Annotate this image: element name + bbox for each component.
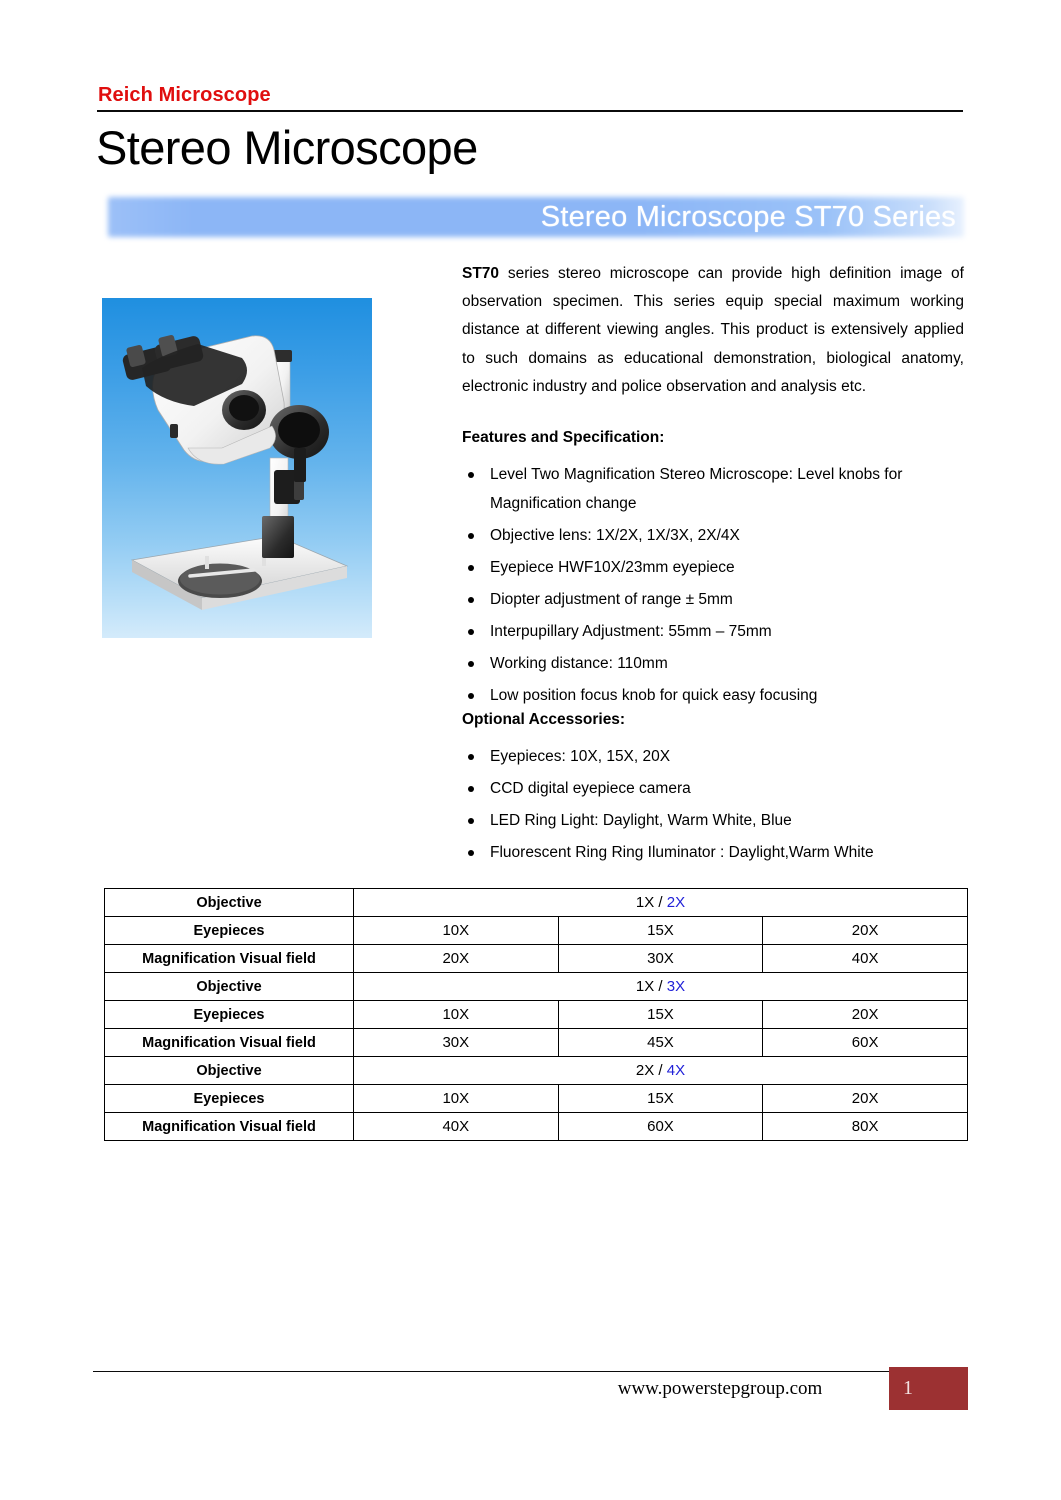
list-item: LED Ring Light: Daylight, Warm White, Blue	[462, 807, 966, 836]
row-label-magnification: Magnification Visual field	[105, 1113, 354, 1141]
objective-value	[354, 1057, 968, 1085]
objective-first: 2X /	[635, 1062, 667, 1079]
table-cell: 20X	[763, 1001, 968, 1029]
list-item: Interpupillary Adjustment: 55mm – 75mm	[462, 618, 966, 647]
table-row	[105, 1113, 968, 1141]
footer-divider	[93, 1371, 889, 1372]
table-cell: 10X	[354, 1085, 559, 1113]
table-cell: 40X	[763, 945, 968, 973]
row-label-eyepieces: Eyepieces	[105, 1001, 354, 1029]
list-item: Eyepieces: 10X, 15X, 20X	[462, 743, 966, 772]
brand-name: Reich Microscope	[98, 84, 271, 106]
table-row	[105, 945, 968, 973]
table-cell: 10X	[354, 917, 559, 945]
product-image	[102, 298, 372, 638]
row-label-objective: Objective	[105, 1057, 354, 1085]
table-cell: 15X	[558, 1085, 763, 1113]
table-cell: 20X	[763, 1085, 968, 1113]
table-row	[105, 1085, 968, 1113]
page-number: 1	[903, 1377, 913, 1399]
objective-second: 3X	[666, 978, 686, 995]
table-cell: 30X	[354, 1029, 559, 1057]
row-label-objective: Objective	[105, 889, 354, 917]
page-title: Stereo Microscope	[96, 121, 478, 174]
objective-value	[354, 973, 968, 1001]
objective-first: 1X /	[635, 978, 667, 995]
table-cell: 10X	[354, 1001, 559, 1029]
table-row	[105, 917, 968, 945]
list-item: Diopter adjustment of range ± 5mm	[462, 586, 966, 615]
objective-first: 1X /	[635, 894, 667, 911]
table-cell: 30X	[558, 945, 763, 973]
specification-table	[104, 888, 968, 1141]
page-number-badge	[889, 1367, 968, 1410]
table-row	[105, 889, 968, 917]
row-label-magnification: Magnification Visual field	[105, 945, 354, 973]
footer-website[interactable]: www.powerstepgroup.com	[617, 1378, 823, 1399]
table-cell: 15X	[558, 917, 763, 945]
list-item: Low position focus knob for quick easy focusing	[462, 682, 966, 711]
table-cell: 60X	[558, 1113, 763, 1141]
optional-accessories-heading: Optional Accessories:	[462, 711, 626, 728]
header-divider	[97, 110, 963, 112]
table-cell: 15X	[558, 1001, 763, 1029]
list-item: Objective lens: 1X/2X, 1X/3X, 2X/4X	[462, 522, 966, 551]
banner-title: Stereo Microscope ST70 Series	[540, 201, 956, 233]
table-row	[105, 1057, 968, 1085]
row-label-eyepieces: Eyepieces	[105, 1085, 354, 1113]
list-item: CCD digital eyepiece camera	[462, 775, 966, 804]
intro-model-name: ST70	[462, 265, 500, 282]
table-row	[105, 1001, 968, 1029]
intro-paragraph	[462, 260, 964, 401]
series-banner	[104, 194, 968, 240]
row-label-objective: Objective	[105, 973, 354, 1001]
optional-accessories-list	[462, 743, 966, 871]
microscope-illustration	[102, 298, 372, 638]
row-label-magnification: Magnification Visual field	[105, 1029, 354, 1057]
row-label-eyepieces: Eyepieces	[105, 917, 354, 945]
table-row	[105, 973, 968, 1001]
table-cell: 40X	[354, 1113, 559, 1141]
table-cell: 20X	[354, 945, 559, 973]
table-row	[105, 1029, 968, 1057]
list-item: Eyepiece HWF10X/23mm eyepiece	[462, 554, 966, 583]
features-heading: Features and Specification:	[462, 429, 665, 446]
objective-second: 4X	[666, 1062, 686, 1079]
list-item: Fluorescent Ring Ring Iluminator : Daylight,Warm White	[462, 839, 966, 868]
table-cell: 20X	[763, 917, 968, 945]
features-list	[462, 461, 966, 714]
list-item: Level Two Magnification Stereo Microscope: Level knobs for Magnification change	[462, 461, 966, 518]
list-item: Working distance: 110mm	[462, 650, 966, 679]
objective-value	[354, 889, 968, 917]
table-cell: 60X	[763, 1029, 968, 1057]
table-cell: 80X	[763, 1113, 968, 1141]
objective-second: 2X	[666, 894, 686, 911]
table-cell: 45X	[558, 1029, 763, 1057]
intro-body: series stereo microscope can provide high definition image of observation specimen. This series equip special maximum working distance at different viewing angles. This product is extensively applied to such domains as educational demonstration, biological anatomy, electronic industry and police observation and analysis etc.	[462, 265, 964, 395]
